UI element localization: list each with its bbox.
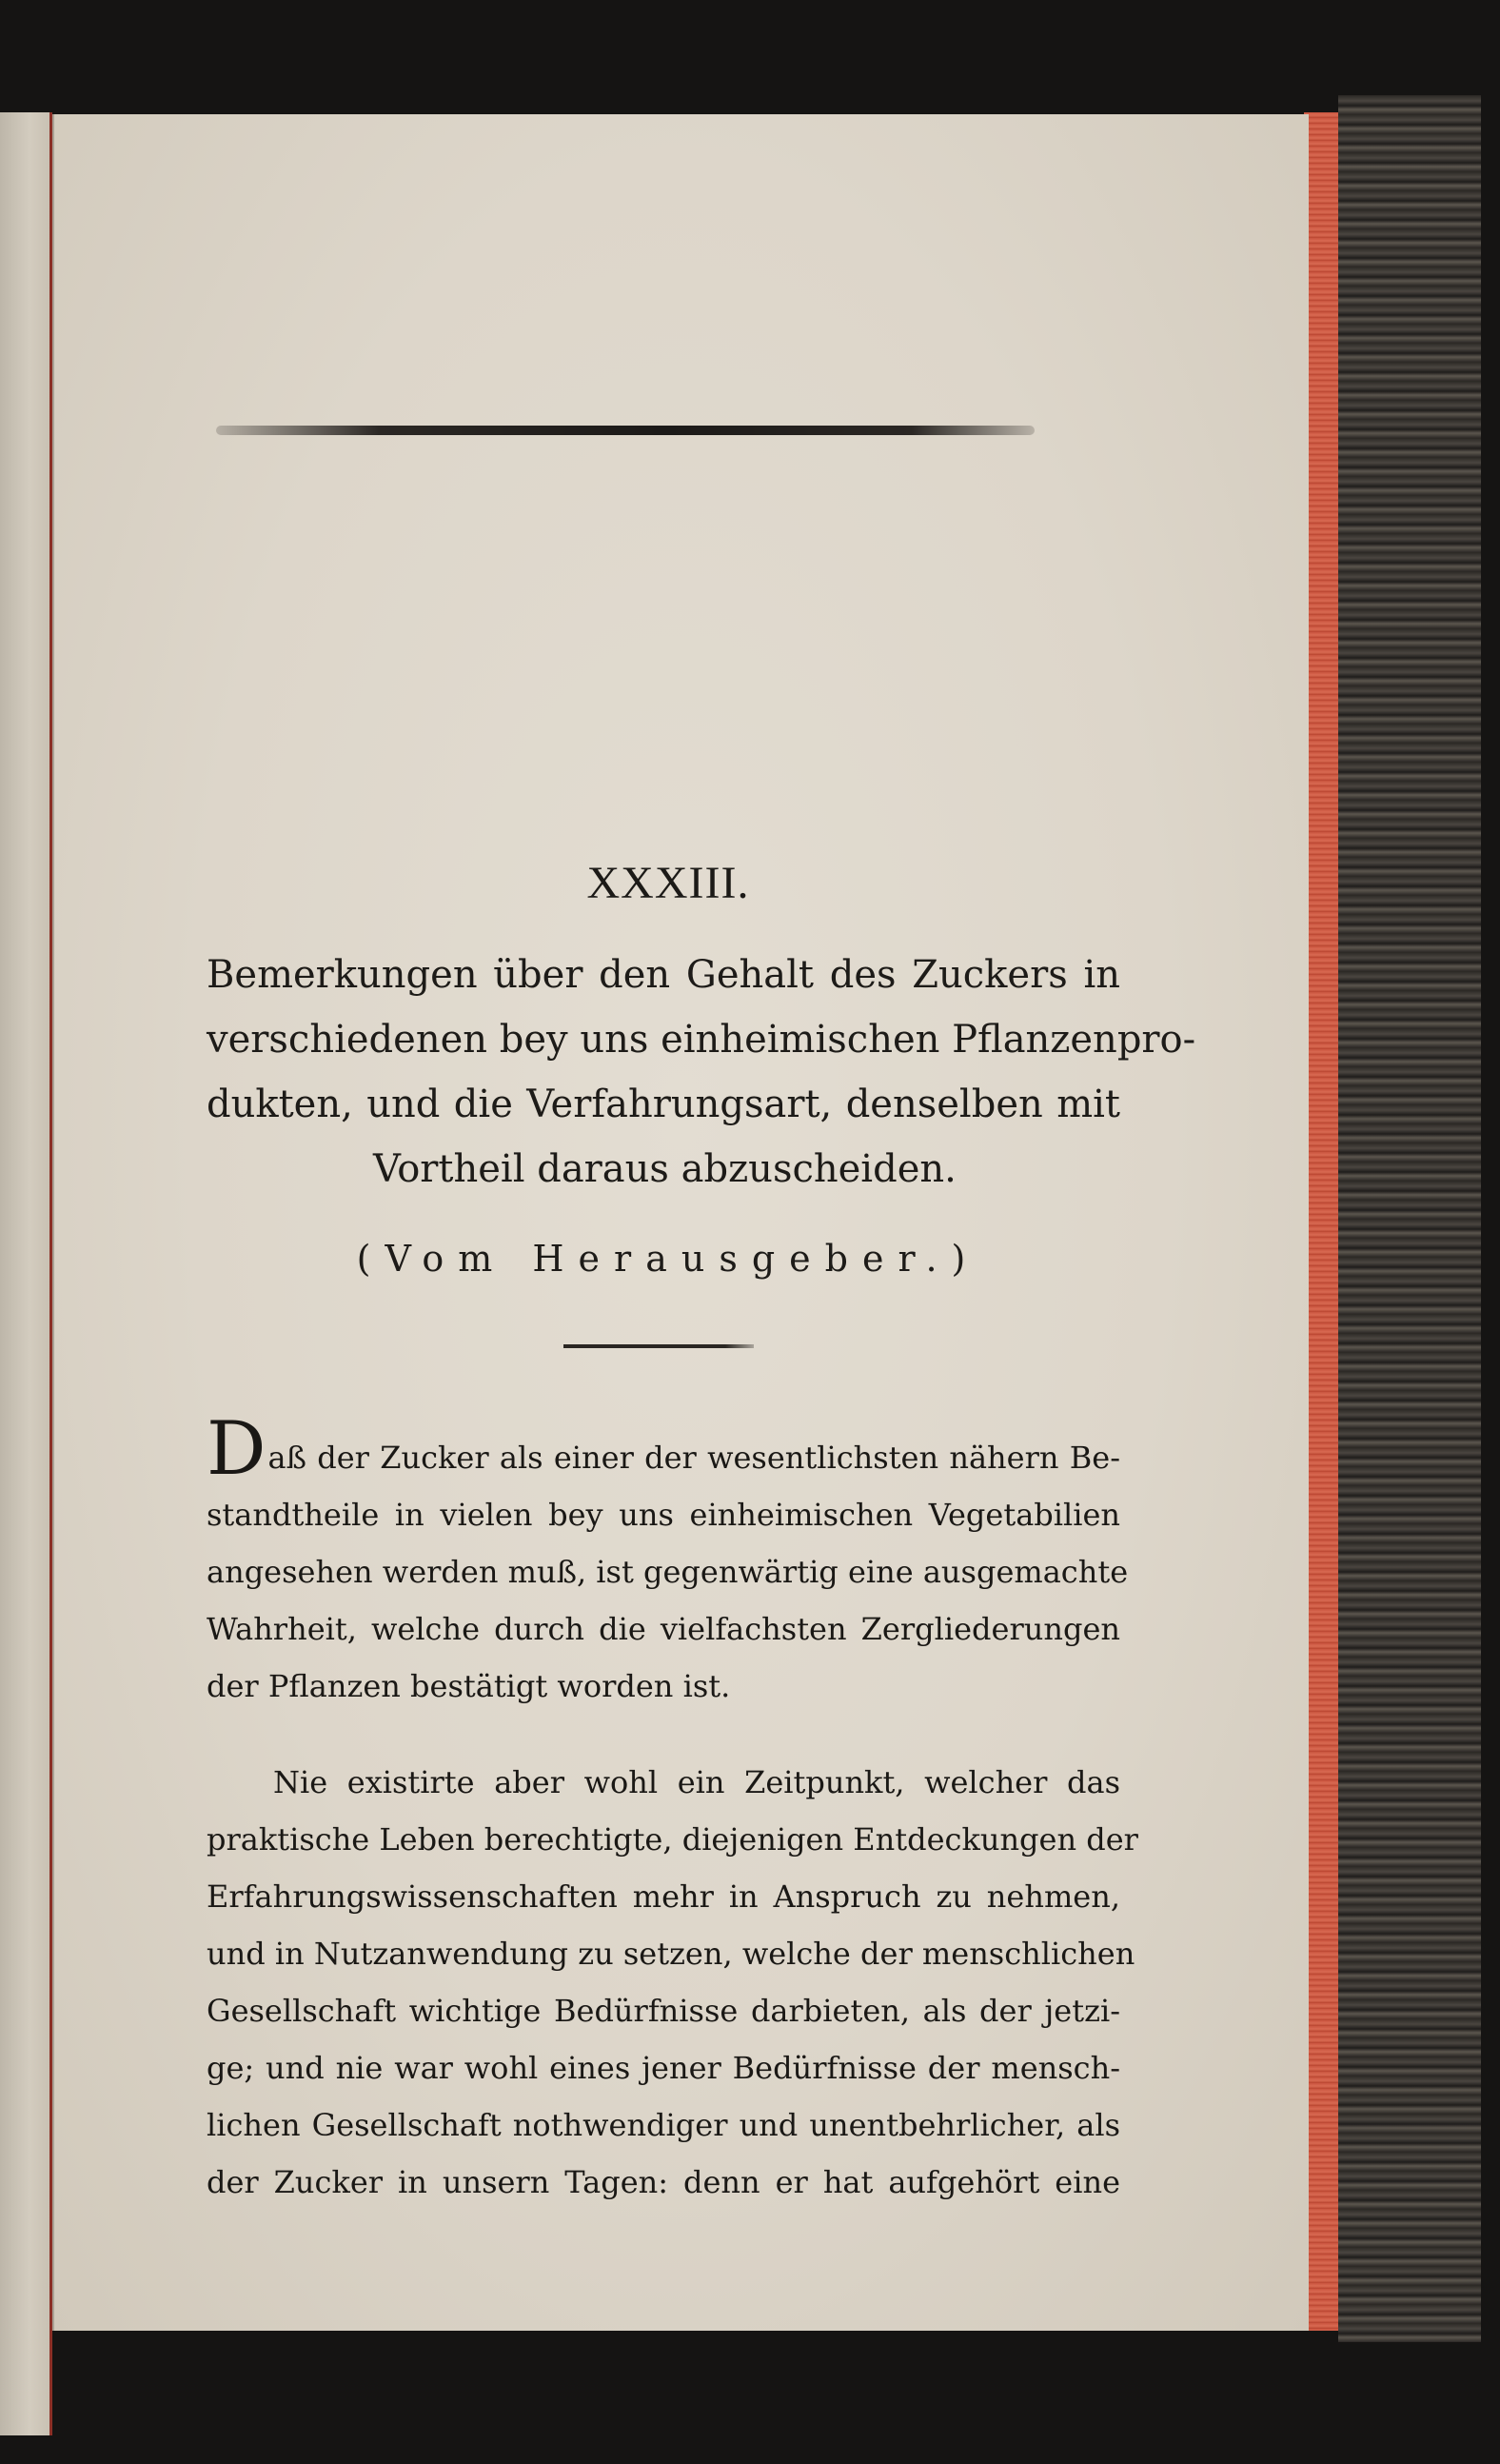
text-line: Gesellschaft wichtige Bedürfnisse darbieten, als der jetzi- xyxy=(207,1993,1120,2029)
chapter-number: XXXIII. xyxy=(586,858,750,908)
title-line: verschiedenen bey uns einheimischen Pflanzenpro- xyxy=(207,1018,1196,1062)
text-line: Wahrheit, welche durch die vielfachsten Zergliederungen xyxy=(207,1611,1120,1647)
book-page xyxy=(52,114,1309,2331)
drop-cap: D xyxy=(207,1406,266,1492)
paragraph-2 xyxy=(207,1754,1138,2211)
text-line: der Pflanzen bestätigt worden ist. xyxy=(207,1668,731,1704)
text-line: der Zucker in unsern Tagen: denn er hat aufgehört eine xyxy=(207,2164,1120,2200)
title-line: Bemerkungen über den Gehalt des Zuckers in xyxy=(207,953,1120,997)
decorative-rule-top xyxy=(216,426,1035,435)
text-line: lichen Gesellschaft nothwendiger und unentbehrlicher, als xyxy=(207,2107,1120,2143)
paragraph-1 xyxy=(207,1406,1129,1715)
text-line: standtheile in vielen bey uns einheimischen Vegetabilien xyxy=(207,1497,1120,1533)
page-fore-edge xyxy=(1304,112,1338,2331)
title-line: dukten, und die Verfahrungsart, denselben mit xyxy=(207,1083,1120,1126)
book-binding xyxy=(1338,95,1481,2342)
text-line: Daß der Zucker als einer der wesentlichsten nähern Be- xyxy=(207,1406,1120,1492)
text-line: ge; und nie war wohl eines jener Bedürfnisse der mensch- xyxy=(207,2050,1120,2086)
author-attribution: (Vom Herausgeber.) xyxy=(356,1238,980,1280)
text-line: angesehen werden muß, ist gegenwärtig eine ausgemachte xyxy=(207,1554,1129,1590)
text-line: und in Nutzanwendung zu setzen, welche der menschlichen xyxy=(207,1936,1135,1972)
title-line: Vortheil daraus abzuscheiden. xyxy=(373,1147,957,1191)
adjacent-left-page xyxy=(0,112,52,2435)
text-line: Erfahrungswissenschaften mehr in Anspruch zu nehmen, xyxy=(207,1878,1120,1915)
text-line: Nie existirte aber wohl ein Zeitpunkt, welcher das xyxy=(273,1764,1120,1800)
chapter-title xyxy=(207,943,1196,1202)
decorative-rule-middle xyxy=(563,1344,754,1348)
text-line: praktische Leben berechtigte, diejenigen Entdeckungen der xyxy=(207,1821,1138,1858)
